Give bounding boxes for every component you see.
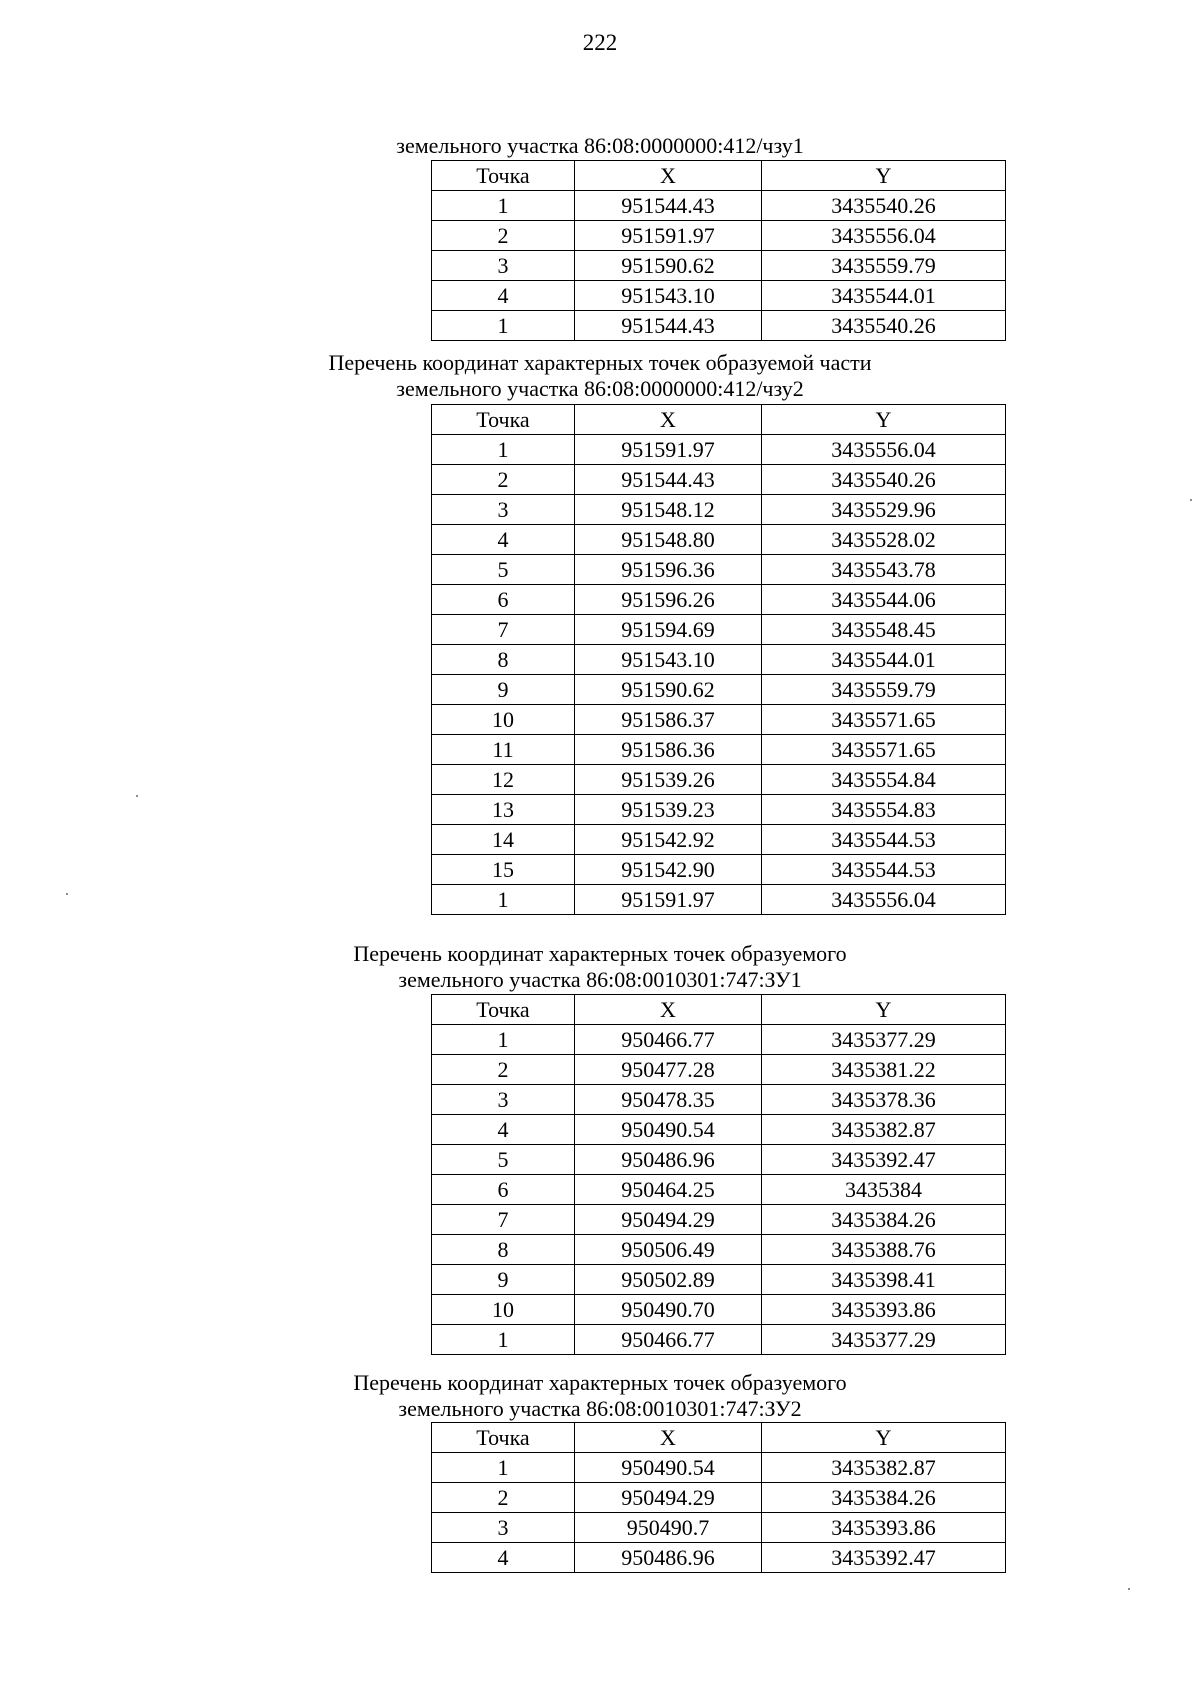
- cell-y: 3435571.65: [762, 735, 1006, 765]
- cell-x: 951590.62: [575, 675, 762, 705]
- cell-x: 951591.97: [575, 885, 762, 915]
- table-row: [432, 281, 1006, 311]
- table-row: [432, 251, 1006, 281]
- cell-y: 3435559.79: [762, 251, 1006, 281]
- header-x: X: [575, 1423, 762, 1453]
- cell-point: 7: [432, 615, 575, 645]
- cell-x: 951539.23: [575, 795, 762, 825]
- cell-y: 3435388.76: [762, 1235, 1006, 1265]
- cell-point: 1: [432, 311, 575, 341]
- header-x: X: [575, 995, 762, 1025]
- cell-x: 950490.70: [575, 1295, 762, 1325]
- cell-y: 3435556.04: [762, 221, 1006, 251]
- cell-y: 3435382.87: [762, 1115, 1006, 1145]
- header-point: Точка: [432, 1423, 575, 1453]
- cell-point: 13: [432, 795, 575, 825]
- cell-point: 4: [432, 1543, 575, 1573]
- cell-point: 10: [432, 1295, 575, 1325]
- header-y: Y: [762, 405, 1006, 435]
- header-point: Точка: [432, 995, 575, 1025]
- section-caption: [0, 941, 1200, 993]
- caption-line: Перечень координат характерных точек образуемого: [353, 1370, 847, 1395]
- cell-x: 951539.26: [575, 765, 762, 795]
- cell-point: 3: [432, 1513, 575, 1543]
- table-row: [432, 495, 1006, 525]
- cell-x: 951596.26: [575, 585, 762, 615]
- cell-y: 3435554.83: [762, 795, 1006, 825]
- cell-x: 950477.28: [575, 1055, 762, 1085]
- cell-x: 950478.35: [575, 1085, 762, 1115]
- table-row: [432, 735, 1006, 765]
- cell-y: 3435382.87: [762, 1453, 1006, 1483]
- cell-point: 3: [432, 1085, 575, 1115]
- cell-point: 1: [432, 191, 575, 221]
- cell-y: 3435540.26: [762, 191, 1006, 221]
- cell-x: 951543.10: [575, 645, 762, 675]
- caption-line: земельного участка 86:08:0000000:412/чзу1: [396, 133, 804, 158]
- table-header-row: [432, 995, 1006, 1025]
- caption-line: Перечень координат характерных точек образуемой части: [328, 350, 872, 375]
- header-x: X: [575, 405, 762, 435]
- cell-x: 950464.25: [575, 1175, 762, 1205]
- table-row: [432, 465, 1006, 495]
- cell-x: 951544.43: [575, 465, 762, 495]
- table-row: [432, 1055, 1006, 1085]
- table-row: [432, 795, 1006, 825]
- table-header-row: [432, 161, 1006, 191]
- scan-speck: [136, 795, 138, 797]
- cell-y: 3435529.96: [762, 495, 1006, 525]
- table-row: [432, 221, 1006, 251]
- cell-y: 3435384.26: [762, 1205, 1006, 1235]
- cell-y: 3435528.02: [762, 525, 1006, 555]
- table-row: [432, 1543, 1006, 1573]
- cell-y: 3435544.06: [762, 585, 1006, 615]
- scan-speck: [1128, 1588, 1130, 1590]
- cell-y: 3435381.22: [762, 1055, 1006, 1085]
- cell-x: 951544.43: [575, 311, 762, 341]
- caption-line: земельного участка 86:08:0010301:747:ЗУ2: [398, 1396, 802, 1421]
- table-row: [432, 1295, 1006, 1325]
- cell-y: 3435398.41: [762, 1265, 1006, 1295]
- table-row: [432, 675, 1006, 705]
- table-row: [432, 525, 1006, 555]
- table-row: [432, 765, 1006, 795]
- cell-y: 3435571.65: [762, 705, 1006, 735]
- table-row: [432, 615, 1006, 645]
- header-point: Точка: [432, 405, 575, 435]
- cell-point: 3: [432, 495, 575, 525]
- cell-x: 951591.97: [575, 221, 762, 251]
- cell-point: 5: [432, 1145, 575, 1175]
- cell-point: 2: [432, 1055, 575, 1085]
- cell-point: 4: [432, 525, 575, 555]
- table-row: [432, 825, 1006, 855]
- cell-point: 1: [432, 1453, 575, 1483]
- section-caption: [0, 350, 1200, 402]
- cell-x: 951586.37: [575, 705, 762, 735]
- cell-y: 3435554.84: [762, 765, 1006, 795]
- cell-x: 951591.97: [575, 435, 762, 465]
- cell-point: 9: [432, 1265, 575, 1295]
- table-row: [432, 1513, 1006, 1543]
- table-row: [432, 585, 1006, 615]
- cell-x: 951594.69: [575, 615, 762, 645]
- cell-y: 3435559.79: [762, 675, 1006, 705]
- cell-y: 3435393.86: [762, 1513, 1006, 1543]
- cell-point: 6: [432, 585, 575, 615]
- cell-x: 950502.89: [575, 1265, 762, 1295]
- cell-x: 950494.29: [575, 1483, 762, 1513]
- cell-y: 3435377.29: [762, 1325, 1006, 1355]
- table-row: [432, 1483, 1006, 1513]
- table-row: [432, 1205, 1006, 1235]
- cell-x: 951542.92: [575, 825, 762, 855]
- cell-point: 8: [432, 645, 575, 675]
- cell-x: 951548.12: [575, 495, 762, 525]
- cell-y: 3435544.53: [762, 825, 1006, 855]
- cell-x: 950490.7: [575, 1513, 762, 1543]
- cell-y: 3435392.47: [762, 1145, 1006, 1175]
- cell-y: 3435543.78: [762, 555, 1006, 585]
- cell-point: 2: [432, 465, 575, 495]
- caption-line: земельного участка 86:08:0000000:412/чзу2: [396, 376, 804, 401]
- cell-point: 14: [432, 825, 575, 855]
- cell-point: 6: [432, 1175, 575, 1205]
- table-row: [432, 555, 1006, 585]
- cell-point: 9: [432, 675, 575, 705]
- cell-point: 1: [432, 435, 575, 465]
- cell-point: 10: [432, 705, 575, 735]
- table-header-row: [432, 1423, 1006, 1453]
- cell-point: 12: [432, 765, 575, 795]
- coordinates-table: [431, 994, 1006, 1355]
- caption-line: земельного участка 86:08:0010301:747:ЗУ1: [398, 967, 802, 992]
- cell-x: 950486.96: [575, 1543, 762, 1573]
- cell-point: 5: [432, 555, 575, 585]
- cell-x: 950466.77: [575, 1025, 762, 1055]
- table-row: [432, 1235, 1006, 1265]
- table-header-row: [432, 405, 1006, 435]
- cell-point: 11: [432, 735, 575, 765]
- cell-point: 4: [432, 281, 575, 311]
- cell-x: 950490.54: [575, 1453, 762, 1483]
- cell-x: 951544.43: [575, 191, 762, 221]
- cell-point: 2: [432, 1483, 575, 1513]
- cell-y: 3435378.36: [762, 1085, 1006, 1115]
- cell-point: 1: [432, 1325, 575, 1355]
- cell-y: 3435544.53: [762, 855, 1006, 885]
- table-row: [432, 1265, 1006, 1295]
- cell-y: 3435540.26: [762, 311, 1006, 341]
- table-row: [432, 1115, 1006, 1145]
- table-row: [432, 191, 1006, 221]
- cell-y: 3435377.29: [762, 1025, 1006, 1055]
- cell-point: 7: [432, 1205, 575, 1235]
- header-y: Y: [762, 1423, 1006, 1453]
- cell-x: 951596.36: [575, 555, 762, 585]
- cell-y: 3435556.04: [762, 435, 1006, 465]
- cell-point: 3: [432, 251, 575, 281]
- cell-y: 3435384.26: [762, 1483, 1006, 1513]
- cell-x: 951586.36: [575, 735, 762, 765]
- cell-x: 951542.90: [575, 855, 762, 885]
- cell-point: 2: [432, 221, 575, 251]
- cell-y: 3435544.01: [762, 645, 1006, 675]
- table-row: [432, 855, 1006, 885]
- cell-point: 1: [432, 885, 575, 915]
- cell-y: 3435548.45: [762, 615, 1006, 645]
- cell-x: 951543.10: [575, 281, 762, 311]
- header-y: Y: [762, 995, 1006, 1025]
- header-x: X: [575, 161, 762, 191]
- cell-x: 950506.49: [575, 1235, 762, 1265]
- section-caption: [0, 133, 1200, 159]
- scan-speck: [1190, 499, 1192, 501]
- scan-speck: [66, 893, 68, 895]
- section-caption: [0, 1370, 1200, 1422]
- cell-x: 951548.80: [575, 525, 762, 555]
- cell-x: 950494.29: [575, 1205, 762, 1235]
- cell-point: 4: [432, 1115, 575, 1145]
- table-row: [432, 1145, 1006, 1175]
- coordinates-table: [431, 160, 1006, 341]
- table-row: [432, 435, 1006, 465]
- table-row: [432, 311, 1006, 341]
- page-number: 222: [582, 30, 618, 55]
- cell-y: 3435544.01: [762, 281, 1006, 311]
- caption-line: Перечень координат характерных точек образуемого: [353, 941, 847, 966]
- coordinates-table: [431, 404, 1006, 915]
- cell-x: 950466.77: [575, 1325, 762, 1355]
- cell-x: 950486.96: [575, 1145, 762, 1175]
- table-row: [432, 1453, 1006, 1483]
- cell-y: 3435393.86: [762, 1295, 1006, 1325]
- cell-x: 950490.54: [575, 1115, 762, 1145]
- table-row: [432, 885, 1006, 915]
- cell-point: 1: [432, 1025, 575, 1055]
- table-row: [432, 1085, 1006, 1115]
- cell-y: 3435540.26: [762, 465, 1006, 495]
- cell-point: 15: [432, 855, 575, 885]
- header-point: Точка: [432, 161, 575, 191]
- cell-y: 3435556.04: [762, 885, 1006, 915]
- cell-x: 951590.62: [575, 251, 762, 281]
- cell-point: 8: [432, 1235, 575, 1265]
- table-row: [432, 705, 1006, 735]
- cell-y: 3435392.47: [762, 1543, 1006, 1573]
- coordinates-table: [431, 1422, 1006, 1573]
- table-row: [432, 1025, 1006, 1055]
- table-row: [432, 1325, 1006, 1355]
- table-row: [432, 1175, 1006, 1205]
- header-y: Y: [762, 161, 1006, 191]
- table-row: [432, 645, 1006, 675]
- cell-y: 3435384: [762, 1175, 1006, 1205]
